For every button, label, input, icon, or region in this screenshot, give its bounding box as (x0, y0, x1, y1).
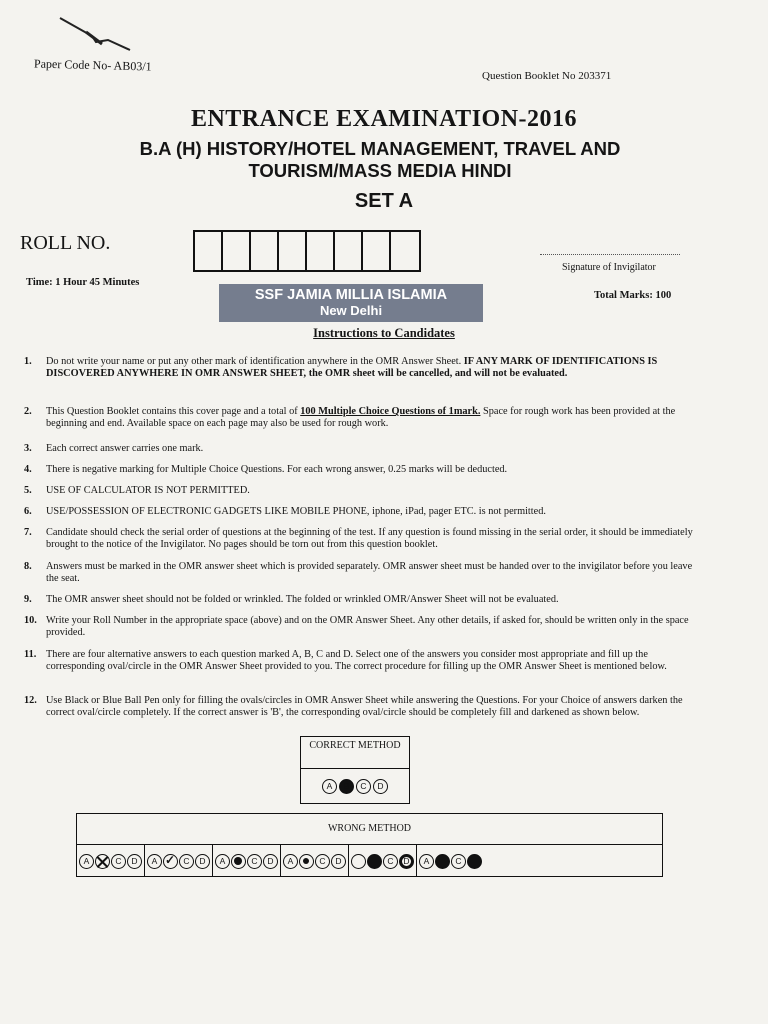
roll-digit-box[interactable] (223, 232, 251, 270)
instruction-text: USE/POSSESSION OF ELECTRONIC GADGETS LIKE MOBILE PHONE, iphone, iPad, pager ETC. is not permitted. (46, 506, 546, 517)
roll-number-label: ROLL NO. (20, 232, 111, 254)
instruction-item (24, 561, 696, 594)
bubble-d-icon: D (263, 854, 278, 869)
wrong-example-partial (213, 845, 281, 877)
correct-method-label: CORRECT METHOD (301, 737, 409, 769)
bubble-dot-icon (299, 854, 314, 869)
bubble-a-icon: A (419, 854, 434, 869)
bubble-ticked-icon (163, 854, 178, 869)
instruction-text-part: This Question Booklet contains this cover page and a total of (46, 406, 301, 417)
instruction-item (24, 464, 696, 485)
bubble-crossed-icon (95, 854, 110, 869)
instruction-number: 9. (24, 594, 32, 605)
instruction-text: Use Black or Blue Ball Pen only for filling the ovals/circles in OMR Answer Sheet while answering the Questions. For your Choice of answers darken the correct oval/circle completely. If the correct answer is 'B', the corresponding oval/circle should be completely fill and darkened as shown below. (46, 695, 683, 718)
instruction-item (24, 485, 696, 506)
wrong-example-ticked (145, 845, 213, 877)
instructions-heading: Instructions to Candidates (313, 326, 455, 340)
roll-digit-box[interactable] (391, 232, 419, 270)
wrong-method-box (76, 813, 663, 877)
bubble-c-icon: C (179, 854, 194, 869)
signature-line[interactable] (540, 254, 680, 255)
bubble-d-icon: D (195, 854, 210, 869)
instruction-text: Each correct answer carries one mark. (46, 443, 204, 454)
correct-method-box (300, 736, 410, 804)
roll-digit-box[interactable] (363, 232, 391, 270)
bubble-filled-icon (367, 854, 382, 869)
question-booklet-number: Question Booklet No 203371 (482, 70, 612, 82)
wrong-method-bubbles (77, 845, 662, 877)
bubble-a-icon: A (79, 854, 94, 869)
bubble-c-icon: C (315, 854, 330, 869)
instruction-text: Answers must be marked in the OMR answer sheet which is provided separately. OMR answer sheet must be handed over to the invigilator before you leave the seat. (46, 561, 693, 584)
instruction-text: There is negative marking for Multiple Choice Questions. For each wrong answer, 0.25 marks will be deducted. (46, 464, 508, 475)
instruction-number: 1. (24, 356, 32, 367)
bubble-c-icon: C (356, 779, 371, 794)
watermark-line2: New Delhi (319, 303, 383, 318)
roll-digit-box[interactable] (251, 232, 279, 270)
instruction-text-bold: IF ANY MARK OF IDENTIFICATIONS IS DISCOVERED ANYWHERE IN OMR ANSWER SHEET, the OMR sheet will be cancelled, and will not be evaluated. (46, 356, 658, 379)
bubble-a-icon: A (215, 854, 230, 869)
instruction-number: 8. (24, 561, 32, 572)
bubble-c-icon: C (383, 854, 398, 869)
wrong-example-crossed (77, 845, 145, 877)
instruction-number: 10. (24, 615, 37, 626)
bubble-c-icon: C (451, 854, 466, 869)
instruction-number: 3. (24, 443, 32, 454)
instruction-item (24, 615, 696, 649)
instruction-number: 12. (24, 695, 37, 706)
instruction-item (24, 695, 696, 735)
instruction-text-bold: 100 Multiple Choice Questions of 1mark. (300, 406, 481, 417)
bubble-filled-icon (467, 854, 482, 869)
correct-method-bubbles (301, 769, 409, 803)
bubble-a-icon: A (322, 779, 337, 794)
paper-code: Paper Code No- AB03/1 (33, 56, 152, 74)
bubble-c-icon: C (247, 854, 262, 869)
instruction-text: USE OF CALCULATOR IS NOT PERMITTED. (46, 485, 250, 496)
instructions-list (24, 356, 696, 735)
bubble-d-icon: D (373, 779, 388, 794)
exam-duration: Time: 1 Hour 45 Minutes (26, 277, 140, 288)
bubble-empty-icon (351, 854, 366, 869)
set-label: SET A (354, 190, 414, 212)
course-title: B.A (H) HISTORY/HOTEL MANAGEMENT, TRAVEL AND TOURISM/MASS MEDIA HINDI (139, 138, 621, 181)
instruction-text (46, 356, 696, 406)
instruction-number: 11. (24, 649, 37, 660)
instruction-item (24, 527, 696, 561)
instruction-number: 7. (24, 527, 32, 538)
wrong-example-multiple (349, 845, 417, 877)
instruction-number: 6. (24, 506, 32, 517)
instruction-item (24, 506, 696, 527)
watermark-stamp (219, 284, 483, 322)
pen-mark-icon (56, 14, 136, 54)
instruction-item (24, 406, 696, 443)
bubble-d-icon: D (127, 854, 142, 869)
roll-number-boxes[interactable] (193, 230, 421, 272)
roll-digit-box[interactable] (335, 232, 363, 270)
instruction-text: The OMR answer sheet should not be folded or wrinkled. The folded or wrinkled OMR/Answer Sheet will not be evaluated. (46, 594, 559, 605)
instruction-number: 5. (24, 485, 32, 496)
watermark-line1: SSF JAMIA MILLIA ISLAMIA (254, 287, 448, 303)
wrong-method-label: WRONG METHOD (77, 814, 662, 845)
instruction-number: 2. (24, 406, 32, 417)
instruction-number: 4. (24, 464, 32, 475)
exam-title: ENTRANCE EXAMINATION-2016 (190, 106, 578, 132)
instruction-item (24, 356, 696, 406)
bubble-a-icon: A (147, 854, 162, 869)
bubble-c-icon: C (111, 854, 126, 869)
instruction-item (24, 594, 696, 615)
instruction-text-part: Do not write your name or put any other mark of identification anywhere in the OMR Answer Sheet. (46, 356, 464, 367)
instruction-text-part: Space for rough work has been provided at the beginning and end. Available space on each page may also be used for rough work. (46, 406, 676, 429)
roll-digit-box[interactable] (307, 232, 335, 270)
instruction-text (46, 406, 696, 443)
instruction-item (24, 649, 696, 695)
instruction-text: Write your Roll Number in the appropriate space (above) and on the OMR Answer Sheet. Any other details, if asked for, should be written only in the space provided. (46, 615, 689, 638)
instruction-text: Candidate should check the serial order of questions at the beginning of the test. If any question is found missing in the serial order, it should be immediately brought to the notice of the Invigilator. No pages should be torn out from this question booklet. (46, 527, 693, 550)
instruction-item (24, 443, 696, 464)
roll-digit-box[interactable] (195, 232, 223, 270)
wrong-example-two-filled (417, 845, 484, 877)
bubble-filled-icon (435, 854, 450, 869)
total-marks: Total Marks: 100 (594, 290, 672, 301)
instruction-text: There are four alternative answers to each question marked A, B, C and D. Select one of the answers you consider most appropriate and fill up the corresponding oval/circle in the OMR Answer Sheet provided to you. The correct procedure for filling up the OMR Answer Sheet is mentioned below. (46, 649, 667, 672)
bubble-a-icon: A (283, 854, 298, 869)
wrong-example-dot (281, 845, 349, 877)
bubble-partial-fill-icon (231, 854, 246, 869)
bubble-ring-d-icon: D (399, 854, 414, 869)
bubble-d-icon: D (331, 854, 346, 869)
signature-label: Signature of Invigilator (562, 262, 656, 273)
bubble-b-filled-icon: B (339, 779, 354, 794)
roll-digit-box[interactable] (279, 232, 307, 270)
